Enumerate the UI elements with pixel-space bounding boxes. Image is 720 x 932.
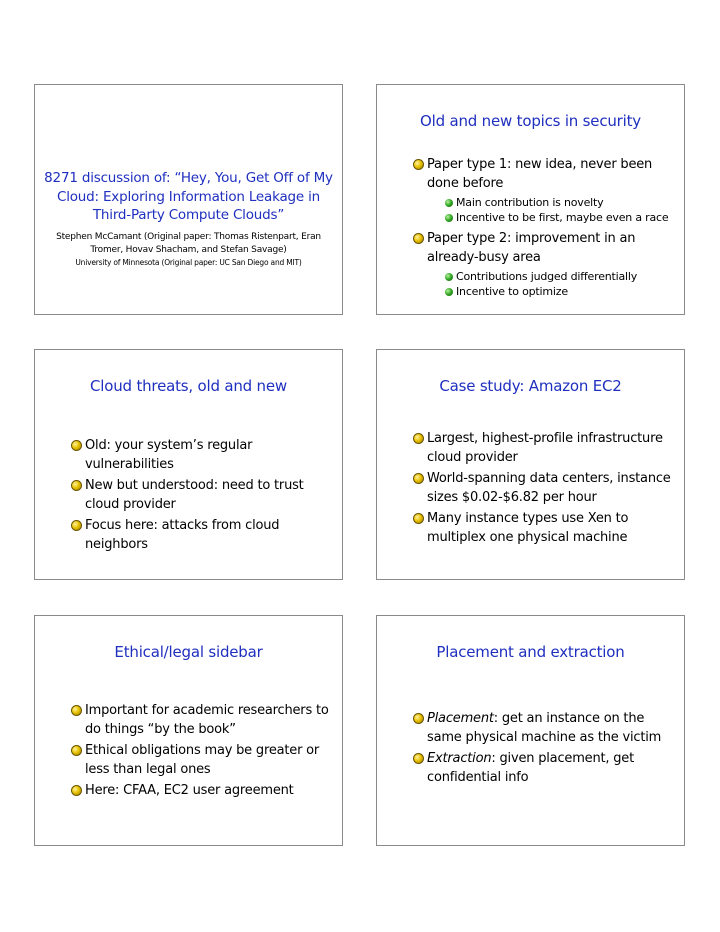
sub-bullet-icon [445,199,453,207]
sub-bullet-icon [445,273,453,281]
bullet-item [71,781,334,800]
bullet-list [413,429,676,549]
slide-title: Old and new topics in security [420,112,641,130]
bullet-icon [413,513,424,524]
bullet-text: Largest, highest-profile infrastructure cloud provider [427,431,663,465]
slide-1 [34,84,343,315]
slide-title: Ethical/legal sidebar [114,643,263,661]
bullet-term: Placement [427,711,494,726]
title-line: Cloud: Exploring Information Leakage in [56,188,321,205]
slide-title [35,169,342,225]
sub-bullet-text: Incentive to be first, maybe even a race [456,211,669,224]
sub-bullet-text: Incentive to optimize [456,285,568,298]
bullet-text: : given placement, get confidential info [427,751,634,785]
bullet-item [71,741,334,779]
sub-bullet-list [445,269,676,299]
bullet-text: Many instance types use Xen to multiplex one physical machine [427,511,629,545]
sub-bullet-icon [445,214,453,222]
bullet-icon [71,785,82,796]
slide-5 [34,615,343,846]
sub-bullet-item [445,195,676,210]
sub-bullet-icon [445,288,453,296]
bullet-list [71,701,334,802]
slide-4 [376,349,685,580]
title-line: 8271 discussion of: “Hey, You, Get Off of My [44,170,333,186]
bullet-item [71,436,334,474]
sub-bullet-item [445,284,676,299]
bullet-item [413,155,676,225]
sub-bullet-text: Main contribution is novelty [456,196,604,209]
affiliation: University of Minnesota (Original paper: UC San Diego and MIT) [75,258,302,267]
slide-2 [376,84,685,315]
bullet-list [71,436,334,556]
bullet-text: Ethical obligations may be greater or less than legal ones [85,743,320,777]
bullet-list [413,709,676,789]
sub-bullet-list [445,195,676,225]
slide-title: Placement and extraction [436,643,625,661]
bullet-item [71,516,334,554]
bullet-term: Extraction [427,751,492,766]
slide-title: Cloud threats, old and new [90,377,287,395]
slide-6 [376,615,685,846]
bullet-icon [71,745,82,756]
bullet-item [413,709,676,747]
bullet-text: : get an instance on the same physical machine as the victim [427,711,662,745]
bullet-text: New but understood: need to trust cloud provider [85,478,304,512]
bullet-icon [413,159,424,170]
bullet-text: Here: CFAA, EC2 user agreement [85,783,294,798]
bullet-text: Old: your system’s regular vulnerabilities [85,438,253,472]
bullet-icon [413,753,424,764]
bullet-text: Important for academic researchers to do things “by the book” [85,703,329,737]
bullet-text: World-spanning data centers, instance sizes $0.02-$6.82 per hour [427,471,671,505]
bullet-icon [413,433,424,444]
sub-bullet-item [445,269,676,284]
slide-title: Case study: Amazon EC2 [439,377,622,395]
authors [35,231,342,257]
bullet-list [413,155,676,303]
authors-line: Stephen McCamant (Original paper: Thomas Ristenpart, Eran [56,232,321,242]
bullet-text: Focus here: attacks from cloud neighbors [85,518,280,552]
bullet-item [413,509,676,547]
sub-bullet-item [445,210,676,225]
bullet-icon [413,713,424,724]
sub-bullet-text: Contributions judged differentially [456,270,638,283]
title-line: Third-Party Compute Clouds” [92,207,285,223]
bullet-icon [71,520,82,531]
bullet-text: Paper type 1: new idea, never been done before [427,157,653,191]
slide-3 [34,349,343,580]
bullet-icon [71,705,82,716]
bullet-item [71,701,334,739]
bullet-item [413,469,676,507]
authors-line: Tromer, Hovav Shacham, and Stefan Savage) [90,245,287,255]
bullet-icon [413,233,424,244]
bullet-icon [413,473,424,484]
bullet-icon [71,480,82,491]
bullet-icon [71,440,82,451]
bullet-item [413,229,676,299]
bullet-item [71,476,334,514]
bullet-item [413,749,676,787]
bullet-text: Paper type 2: improvement in an already-busy area [427,231,636,265]
bullet-item [413,429,676,467]
